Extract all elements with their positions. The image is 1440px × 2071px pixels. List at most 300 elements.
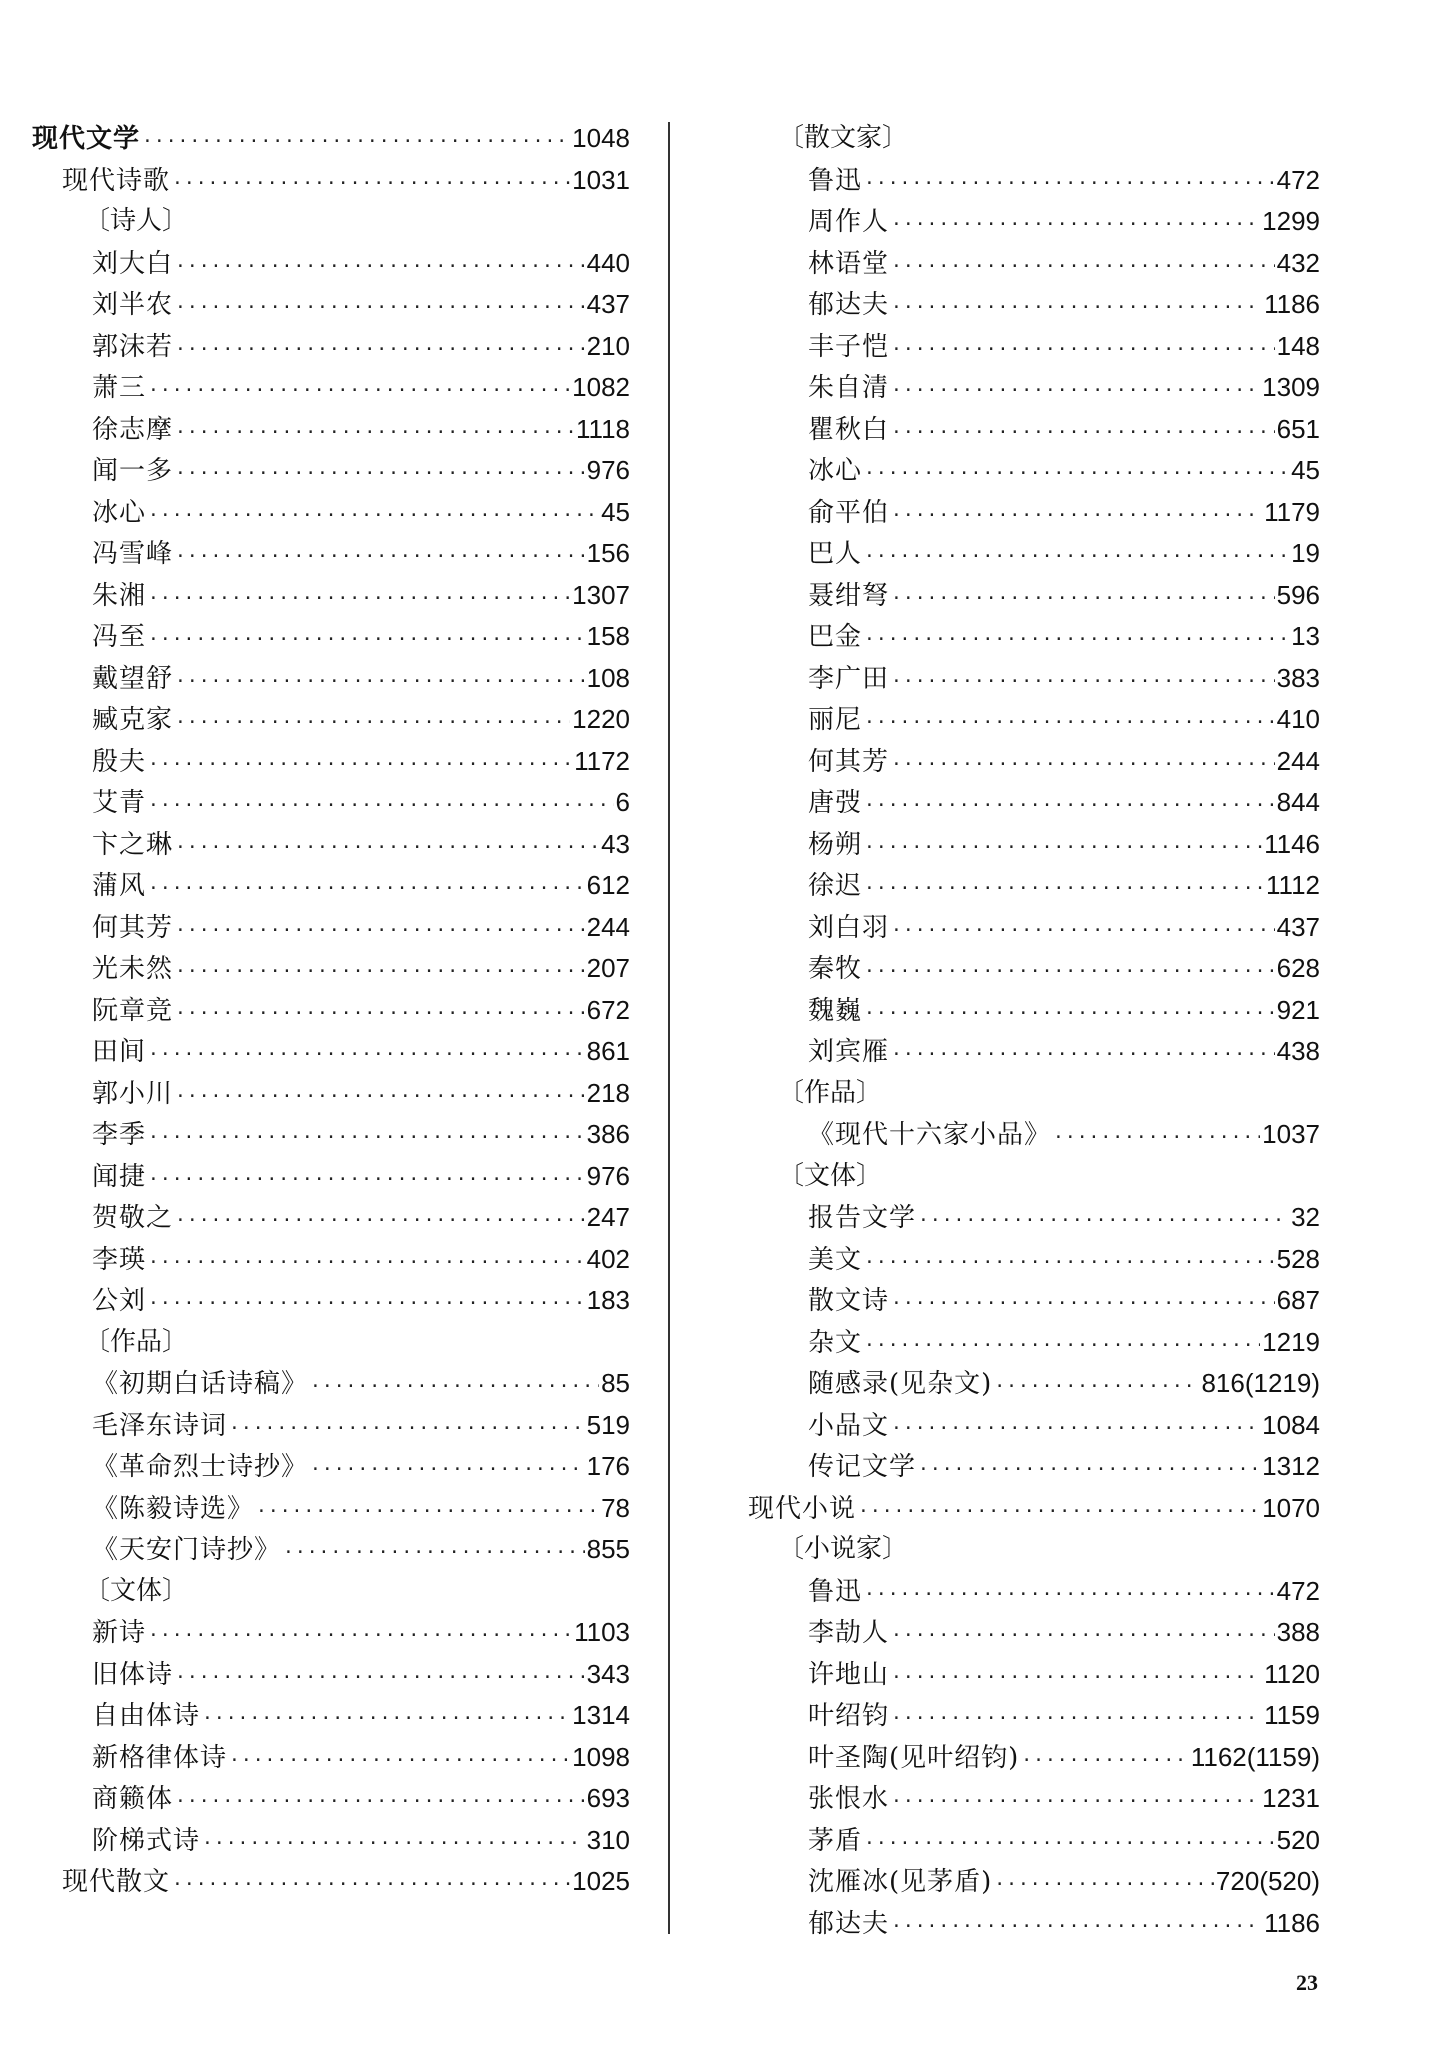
entry-page-number: 1220 xyxy=(572,704,630,734)
entry-label: 戴望舒 xyxy=(92,663,174,694)
entry-label: 新格律体诗 xyxy=(92,1742,228,1773)
index-entry xyxy=(748,1114,1320,1156)
entry-label: 瞿秋白 xyxy=(808,414,890,445)
dot-leader xyxy=(891,329,1275,371)
entry-label: 殷夫 xyxy=(92,746,147,777)
entry-page-number: 210 xyxy=(586,330,630,361)
entry-label: 毛泽东诗词 xyxy=(92,1410,228,1441)
entry-page-number: 45 xyxy=(1291,455,1320,485)
dot-leader xyxy=(175,993,585,1035)
index-entry xyxy=(748,1405,1320,1447)
index-entry xyxy=(32,948,630,990)
entry-label: 李季 xyxy=(92,1120,147,1150)
index-entry xyxy=(32,865,630,907)
index-entry xyxy=(32,741,630,783)
entry-label: 现代诗歌 xyxy=(62,165,171,196)
index-category xyxy=(748,1073,1320,1115)
index-category xyxy=(32,1322,630,1364)
entry-label: 《现代十六家小品》 xyxy=(808,1120,1052,1150)
entry-label: 蒲风 xyxy=(92,871,147,901)
index-entry xyxy=(32,284,630,326)
dot-leader xyxy=(864,163,1275,205)
dot-leader xyxy=(864,702,1275,744)
category-label: 〔散文家〕 xyxy=(778,123,909,153)
dot-leader xyxy=(891,412,1275,454)
entry-page-number: 1186 xyxy=(1264,1907,1320,1938)
dot-leader xyxy=(148,868,585,910)
dot-leader xyxy=(858,1491,1260,1533)
dot-leader xyxy=(283,1532,585,1574)
index-entry xyxy=(748,1820,1320,1862)
dot-leader xyxy=(175,910,585,952)
dot-leader xyxy=(202,1823,585,1865)
dot-leader xyxy=(172,163,570,205)
entry-page-number: 1307 xyxy=(572,579,630,610)
index-entry xyxy=(748,1571,1320,1613)
entry-label: 阮章竞 xyxy=(92,995,174,1026)
column-divider xyxy=(668,122,670,1934)
entry-page-number: 176 xyxy=(586,1451,630,1481)
entry-page-number: 45 xyxy=(601,496,630,527)
index-entry xyxy=(32,367,630,409)
index-entry xyxy=(32,575,630,617)
entry-label: 鲁迅 xyxy=(808,165,863,196)
entry-label: 商籁体 xyxy=(92,1784,174,1814)
index-category xyxy=(32,1571,630,1613)
entry-label: 冰心 xyxy=(92,497,147,528)
entry-label: 刘半农 xyxy=(92,290,174,320)
entry-page-number: 1103 xyxy=(574,1617,630,1647)
dot-leader xyxy=(891,1615,1275,1657)
entry-page-number: 1312 xyxy=(1262,1451,1320,1481)
dot-leader xyxy=(891,1906,1262,1948)
dot-leader xyxy=(994,1864,1214,1906)
entry-label: 朱湘 xyxy=(92,580,147,611)
dot-leader xyxy=(202,1698,570,1740)
index-entry xyxy=(748,1322,1320,1364)
dot-leader xyxy=(891,204,1260,246)
index-entry xyxy=(32,1695,630,1737)
entry-label: 刘白羽 xyxy=(808,912,890,943)
dot-leader xyxy=(1021,1740,1189,1782)
entry-label: 郁达夫 xyxy=(808,290,890,320)
index-entry xyxy=(32,1737,630,1779)
index-entry xyxy=(32,1778,630,1820)
entry-label: 散文诗 xyxy=(808,1286,890,1316)
entry-page-number: 1070 xyxy=(1262,1492,1320,1523)
index-entry xyxy=(748,1488,1320,1530)
index-entry xyxy=(32,1612,630,1654)
entry-page-number: 976 xyxy=(586,455,630,485)
index-entry xyxy=(32,658,630,700)
dot-leader xyxy=(148,1159,585,1201)
entry-page-number: 520 xyxy=(1276,1824,1320,1855)
index-entry xyxy=(748,160,1320,202)
index-entry xyxy=(748,782,1320,824)
entry-page-number: 472 xyxy=(1276,164,1320,195)
dot-leader xyxy=(175,536,585,578)
dot-leader xyxy=(175,951,585,993)
dot-leader xyxy=(864,1242,1275,1284)
entry-label: 秦牧 xyxy=(808,954,863,984)
entry-page-number: 6 xyxy=(615,787,630,817)
dot-leader xyxy=(891,1781,1260,1823)
dot-leader xyxy=(891,1034,1275,1076)
index-entry xyxy=(32,450,630,492)
entry-label: 随感录(见杂文) xyxy=(808,1369,993,1399)
dot-leader xyxy=(994,1366,1199,1408)
entry-label: 李瑛 xyxy=(92,1244,147,1275)
dot-leader xyxy=(891,661,1275,703)
entry-label: 叶绍钧 xyxy=(808,1701,890,1731)
entry-page-number: 816(1219) xyxy=(1201,1368,1320,1398)
entry-page-number: 628 xyxy=(1276,953,1320,983)
entry-page-number: 1031 xyxy=(572,164,630,195)
dot-leader xyxy=(175,827,599,869)
index-entry xyxy=(32,1073,630,1115)
category-label: 〔作品〕 xyxy=(84,1326,189,1357)
index-entry xyxy=(748,1363,1320,1405)
dot-leader xyxy=(891,1698,1262,1740)
index-entry xyxy=(748,865,1320,907)
entry-page-number: 438 xyxy=(1276,1036,1320,1066)
index-entry xyxy=(32,907,630,949)
entry-page-number: 519 xyxy=(586,1409,630,1440)
dot-leader xyxy=(148,370,570,412)
index-entry xyxy=(748,1778,1320,1820)
entry-label: 徐志摩 xyxy=(92,414,174,445)
entry-label: 贺敬之 xyxy=(92,1203,174,1233)
entry-page-number: 844 xyxy=(1276,787,1320,817)
entry-page-number: 472 xyxy=(1276,1575,1320,1606)
entry-page-number: 976 xyxy=(586,1160,630,1191)
index-entry xyxy=(748,1239,1320,1281)
index-entry xyxy=(748,907,1320,949)
dot-leader xyxy=(891,578,1275,620)
index-entry xyxy=(32,1280,630,1322)
dot-leader xyxy=(864,1574,1275,1616)
entry-page-number: 1118 xyxy=(576,413,630,444)
index-entry xyxy=(32,1529,630,1571)
dot-leader xyxy=(175,453,585,495)
entry-page-number: 343 xyxy=(586,1658,630,1689)
entry-page-number: 440 xyxy=(586,247,630,278)
entry-label: 公刘 xyxy=(92,1286,147,1316)
dot-leader xyxy=(891,246,1275,288)
entry-page-number: 1146 xyxy=(1264,828,1320,859)
index-entry xyxy=(32,782,630,824)
dot-leader xyxy=(148,495,599,537)
entry-label: 冯至 xyxy=(92,622,147,652)
entry-page-number: 693 xyxy=(586,1783,630,1813)
entry-page-number: 687 xyxy=(1276,1285,1320,1315)
index-entry xyxy=(748,1031,1320,1073)
entry-label: 旧体诗 xyxy=(92,1659,174,1690)
index-entry xyxy=(32,1405,630,1447)
entry-page-number: 1112 xyxy=(1266,870,1320,900)
entry-label: 周作人 xyxy=(808,207,890,237)
entry-label: 现代散文 xyxy=(62,1867,171,1897)
index-category xyxy=(748,118,1320,160)
index-entry xyxy=(32,533,630,575)
entry-label: 杨朔 xyxy=(808,829,863,860)
entry-page-number: 855 xyxy=(586,1534,630,1564)
entry-page-number: 612 xyxy=(586,870,630,900)
dot-leader xyxy=(175,1657,585,1699)
entry-page-number: 156 xyxy=(586,538,630,568)
entry-label: 闻一多 xyxy=(92,456,174,486)
dot-leader xyxy=(310,1449,585,1491)
dot-leader xyxy=(891,370,1260,412)
entry-page-number: 13 xyxy=(1291,621,1320,651)
entry-page-number: 1231 xyxy=(1262,1783,1320,1813)
index-entry xyxy=(748,492,1320,534)
entry-page-number: 78 xyxy=(601,1492,630,1523)
entry-label: 《革命烈士诗抄》 xyxy=(92,1452,309,1482)
category-label: 〔文体〕 xyxy=(84,1575,189,1606)
entry-label: 杂文 xyxy=(808,1327,863,1358)
index-entry xyxy=(748,1737,1320,1779)
index-entry xyxy=(32,326,630,368)
dot-leader xyxy=(864,453,1289,495)
entry-page-number: 437 xyxy=(1276,911,1320,942)
entry-page-number: 672 xyxy=(586,994,630,1025)
entry-page-number: 1120 xyxy=(1264,1658,1320,1689)
entry-page-number: 1159 xyxy=(1264,1700,1320,1730)
dot-leader xyxy=(172,1864,570,1906)
entry-page-number: 437 xyxy=(586,289,630,319)
dot-leader xyxy=(918,1200,1289,1242)
index-entry xyxy=(748,533,1320,575)
dot-leader xyxy=(175,246,585,288)
entry-label: 小品文 xyxy=(808,1410,890,1441)
dot-leader xyxy=(175,1781,585,1823)
index-entry xyxy=(32,160,630,202)
entry-page-number: 1186 xyxy=(1264,289,1320,319)
entry-page-number: 218 xyxy=(586,1077,630,1108)
entry-label: 何其芳 xyxy=(92,912,174,943)
entry-page-number: 1219 xyxy=(1262,1326,1320,1357)
entry-page-number: 1314 xyxy=(572,1700,630,1730)
index-entry xyxy=(748,1446,1320,1488)
entry-label: 萧三 xyxy=(92,373,147,403)
entry-label: 刘大白 xyxy=(92,248,174,279)
entry-label: 巴人 xyxy=(808,539,863,569)
entry-page-number: 410 xyxy=(1276,704,1320,734)
entry-page-number: 310 xyxy=(586,1824,630,1855)
entry-label: 光未然 xyxy=(92,954,174,984)
dot-leader xyxy=(175,1076,585,1118)
dot-leader xyxy=(256,1491,599,1533)
dot-leader xyxy=(891,910,1275,952)
dot-leader xyxy=(142,121,570,163)
index-category xyxy=(32,201,630,243)
entry-label: 美文 xyxy=(808,1244,863,1275)
index-column-left xyxy=(32,118,630,1903)
entry-page-number: 720(520) xyxy=(1215,1866,1320,1896)
entry-page-number: 1179 xyxy=(1264,496,1320,527)
entry-page-number: 1048 xyxy=(572,123,630,153)
index-entry xyxy=(32,1861,630,1903)
entry-label: 茅盾 xyxy=(808,1825,863,1856)
dot-leader xyxy=(864,868,1264,910)
entry-page-number: 244 xyxy=(1276,745,1320,776)
entry-page-number: 596 xyxy=(1276,579,1320,610)
entry-label: 田间 xyxy=(92,1037,147,1067)
entry-page-number: 432 xyxy=(1276,247,1320,278)
index-entry xyxy=(32,1363,630,1405)
index-entry xyxy=(748,367,1320,409)
index-entry xyxy=(748,990,1320,1032)
page-number: 23 xyxy=(1296,1970,1318,1995)
index-entry xyxy=(748,824,1320,866)
dot-leader xyxy=(175,412,574,454)
index-entry xyxy=(748,948,1320,990)
dot-leader xyxy=(229,1740,570,1782)
entry-label: 报告文学 xyxy=(808,1203,917,1233)
entry-label: 《初期白话诗稿》 xyxy=(92,1369,309,1399)
index-entry xyxy=(748,699,1320,741)
entry-label: 阶梯式诗 xyxy=(92,1825,201,1856)
entry-page-number: 1025 xyxy=(572,1866,630,1896)
dot-leader xyxy=(148,744,572,786)
index-entry xyxy=(748,284,1320,326)
entry-page-number: 207 xyxy=(586,953,630,983)
entry-label: 沈雁冰(见茅盾) xyxy=(808,1867,993,1897)
index-entry xyxy=(32,409,630,451)
entry-label: 自由体诗 xyxy=(92,1701,201,1731)
index-entry xyxy=(748,1654,1320,1696)
entry-label: 鲁迅 xyxy=(808,1576,863,1607)
entry-page-number: 1082 xyxy=(572,372,630,402)
index-entry xyxy=(32,1031,630,1073)
entry-page-number: 651 xyxy=(1276,413,1320,444)
index-entry xyxy=(32,1446,630,1488)
entry-label: 冰心 xyxy=(808,456,863,486)
dot-leader xyxy=(310,1366,599,1408)
index-entry xyxy=(748,616,1320,658)
entry-label: 唐弢 xyxy=(808,788,863,818)
entry-page-number: 528 xyxy=(1276,1243,1320,1274)
entry-label: 丰子恺 xyxy=(808,331,890,362)
category-label: 〔诗人〕 xyxy=(84,206,189,236)
index-entry xyxy=(748,450,1320,492)
entry-label: 郁达夫 xyxy=(808,1908,890,1939)
dot-leader xyxy=(175,1200,585,1242)
entry-label: 卞之琳 xyxy=(92,829,174,860)
index-entry xyxy=(748,741,1320,783)
dot-leader xyxy=(891,1657,1262,1699)
entry-page-number: 85 xyxy=(601,1368,630,1398)
entry-label: 丽尼 xyxy=(808,705,863,735)
dot-leader xyxy=(175,661,585,703)
dot-leader xyxy=(864,1325,1260,1367)
entry-label: 朱自清 xyxy=(808,373,890,403)
index-entry xyxy=(748,575,1320,617)
entry-page-number: 19 xyxy=(1291,538,1320,568)
entry-page-number: 148 xyxy=(1276,330,1320,361)
dot-leader xyxy=(148,1283,585,1325)
index-entry xyxy=(32,1654,630,1696)
entry-page-number: 1084 xyxy=(1262,1409,1320,1440)
entry-label: 魏巍 xyxy=(808,995,863,1026)
index-entry xyxy=(748,1197,1320,1239)
dot-leader xyxy=(891,287,1262,329)
entry-page-number: 1172 xyxy=(574,745,630,776)
entry-label: 徐迟 xyxy=(808,871,863,901)
index-entry xyxy=(32,1239,630,1281)
entry-page-number: 1162(1159) xyxy=(1190,1741,1320,1772)
dot-leader xyxy=(891,1283,1275,1325)
index-entry xyxy=(748,658,1320,700)
entry-label: 臧克家 xyxy=(92,705,174,735)
entry-page-number: 244 xyxy=(586,911,630,942)
dot-leader xyxy=(229,1408,585,1450)
index-category xyxy=(748,1529,1320,1571)
dot-leader xyxy=(148,1242,585,1284)
entry-page-number: 383 xyxy=(1276,662,1320,693)
entry-page-number: 108 xyxy=(586,662,630,693)
dot-leader xyxy=(918,1449,1260,1491)
entry-page-number: 388 xyxy=(1276,1617,1320,1647)
index-entry xyxy=(32,492,630,534)
entry-label: 现代小说 xyxy=(748,1493,857,1524)
index-entry xyxy=(748,201,1320,243)
dot-leader xyxy=(864,785,1275,827)
index-column-right xyxy=(748,118,1320,1944)
category-label: 〔文体〕 xyxy=(778,1160,883,1191)
index-entry xyxy=(748,326,1320,368)
entry-page-number: 1309 xyxy=(1262,372,1320,402)
index-entry xyxy=(32,1488,630,1530)
index-entry xyxy=(32,616,630,658)
index-entry xyxy=(748,1861,1320,1903)
dot-leader xyxy=(864,951,1275,993)
index-entry xyxy=(748,1280,1320,1322)
entry-label: 郭沫若 xyxy=(92,331,174,362)
entry-page-number: 158 xyxy=(586,621,630,651)
index-entry xyxy=(32,1820,630,1862)
dot-leader xyxy=(175,702,570,744)
entry-page-number: 921 xyxy=(1276,994,1320,1025)
entry-label: 郭小川 xyxy=(92,1078,174,1109)
index-entry xyxy=(748,409,1320,451)
entry-page-number: 861 xyxy=(586,1036,630,1066)
entry-page-number: 402 xyxy=(586,1243,630,1274)
index-entry xyxy=(32,118,630,160)
index-entry xyxy=(32,990,630,1032)
dot-leader xyxy=(864,536,1289,578)
entry-page-number: 247 xyxy=(586,1202,630,1232)
dot-leader xyxy=(148,578,570,620)
entry-label: 巴金 xyxy=(808,622,863,652)
entry-page-number: 1098 xyxy=(572,1741,630,1772)
entry-page-number: 32 xyxy=(1291,1202,1320,1232)
index-category xyxy=(748,1156,1320,1198)
entry-page-number: 1037 xyxy=(1262,1119,1320,1149)
index-entry xyxy=(32,824,630,866)
entry-label: 林语堂 xyxy=(808,248,890,279)
dot-leader xyxy=(864,993,1275,1035)
entry-label: 许地山 xyxy=(808,1659,890,1690)
entry-page-number: 1299 xyxy=(1262,206,1320,236)
dot-leader xyxy=(148,1117,585,1159)
entry-label: 新诗 xyxy=(92,1618,147,1648)
dot-leader xyxy=(175,329,585,371)
index-entry xyxy=(32,1114,630,1156)
index-entry xyxy=(32,243,630,285)
entry-label: 闻捷 xyxy=(92,1161,147,1192)
